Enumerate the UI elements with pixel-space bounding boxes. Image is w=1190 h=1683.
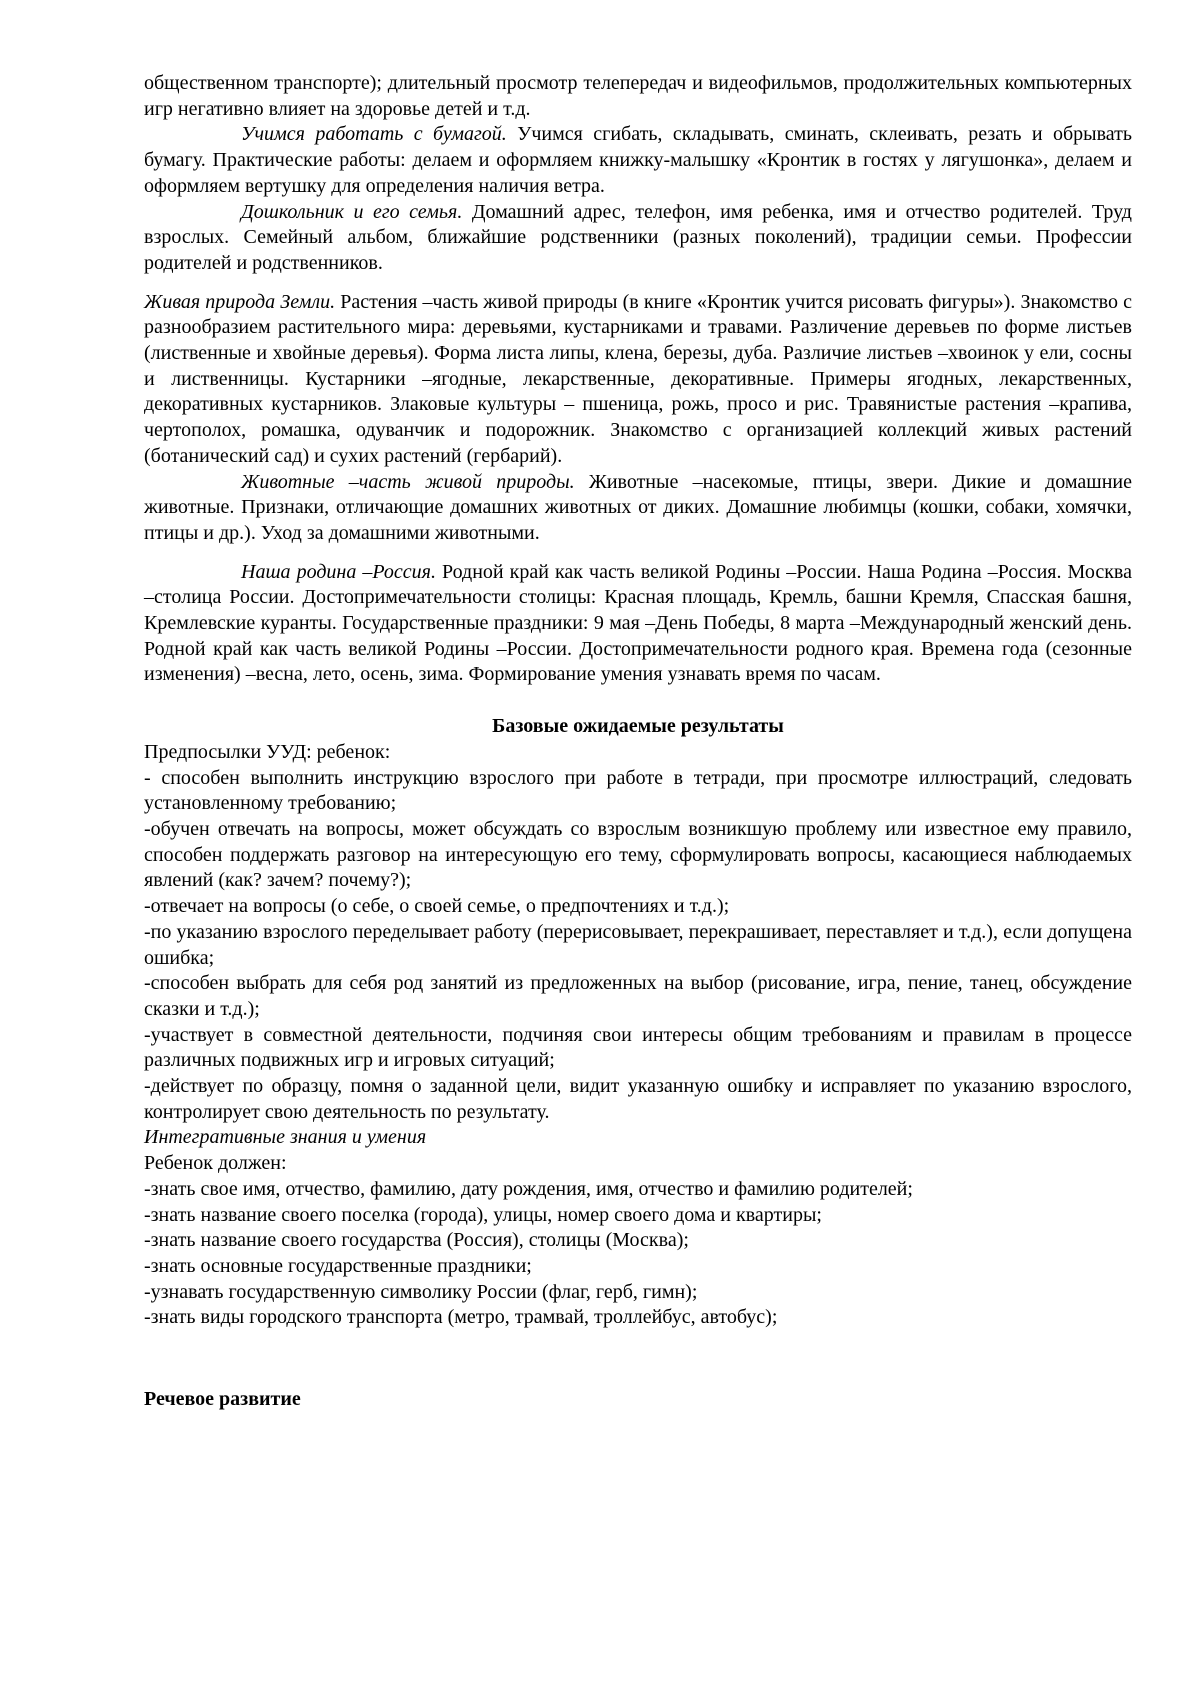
child-must-intro-line: Ребенок должен: <box>144 1152 287 1175</box>
paragraph-text: общественном транспорте); длительный просмотр телепередач и видеофильмов, продолжительных компьютерных игр негативно влияет на здоровье детей и т.д. <box>144 72 1132 120</box>
paragraph-text: Домашний адрес, телефон, имя ребенка, имя и отчество родителей. Труд взрослых. Семейный альбом, ближайшие родственники (разных поколений), традиции семьи. Профессии родителей и родственников. <box>144 200 1132 274</box>
uud-intro-line: Предпосылки УУД: ребенок: <box>144 740 391 763</box>
paragraph-lead: Наша родина –Россия. <box>241 560 436 583</box>
paragraph-homeland-russia <box>144 560 1132 689</box>
knowledge-item: -знать свое имя, отчество, фамилию, дату рождения, имя, отчество и фамилию родителей; <box>144 1177 913 1200</box>
uud-item: - способен выполнить инструкцию взрослого при работе в тетради, при просмотре иллюстраций, следовать установленному требованию; <box>144 766 1132 815</box>
paragraph-lead: Дошкольник и его семья. <box>241 200 463 223</box>
paragraph-living-nature <box>144 290 1132 470</box>
uud-item: -обучен отвечать на вопросы, может обсуждать со взрослым возникшую проблему или известное ему правило, способен поддержать разговор на интересующую его тему, сформулировать вопросы, касающиеся наблюдаемых явлений (как? зачем? почему?); <box>144 817 1132 892</box>
knowledge-item: -узнавать государственную символику России (флаг, герб, гимн); <box>144 1280 698 1303</box>
paragraph-lead: Животные –часть живой природы. <box>241 470 575 493</box>
section-heading-expected-results: Базовые ожидаемые результаты <box>492 715 784 738</box>
knowledge-item: -знать виды городского транспорта (метро, трамвай, троллейбус, автобус); <box>144 1306 778 1329</box>
paragraph-text: Учимся сгибать, складывать, сминать, склеивать, резать и обрывать бумагу. Практические работы: делаем и оформляем книжку-малышку «Кронтик в гостях у лягушонка», делаем и оформляем вертушку для определения наличия ветра. <box>144 123 1132 197</box>
uud-item: -по указанию взрослого переделывает работу (перерисовывает, перекрашивает, переставляет и т.д.), если допущена ошибка; <box>144 920 1132 969</box>
paragraph-preschooler-family <box>144 200 1132 277</box>
uud-item: -отвечает на вопросы (о себе, о своей семье, о предпочтениях и т.д.); <box>144 895 730 918</box>
paragraph-text: Растения –часть живой природы (в книге «Кронтик учится рисовать фигуры»). Знакомство с разнообразием растительного мира: деревьями, кустарниками и травами. Различение деревьев по форме листьев (лиственные и хвойные деревья). Форма листа липы, клена, березы, дуба. Различие листьев –хвоинок у ели, сосны и лиственницы. Кустарники –ягодные, лекарственные, декоративные. Примеры ягодных, лекарственных, декоративных кустарников. Злаковые культуры – пшеница, рожь, просо и рис. Травянистые растения –крапива, чертополох, ромашка, одуванчик и подорожник. Знакомство с организацией коллекций живых растений (ботанический сад) и сухих растений (гербарий). <box>144 290 1132 467</box>
paragraph-text: Животные –насекомые, птицы, звери. Дикие и домашние животные. Признаки, отличающие домашних животных от диких. Домашние любимцы (кошки, собаки, хомячки, птицы и др.). Уход за домашними животными. <box>144 470 1132 544</box>
knowledge-item: -знать название своего государства (Россия), столицы (Москва); <box>144 1229 689 1252</box>
paragraph-lead: Учимся работать с бумагой. <box>241 123 507 146</box>
paragraph-transport <box>144 71 1132 122</box>
paragraph-animals <box>144 470 1132 547</box>
integrative-skills-heading: Интегративные знания и умения <box>144 1126 427 1149</box>
uud-item: -участвует в совместной деятельности, подчиняя свои интересы общим требованиям и правилам в процессе различных подвижных игр и игровых ситуаций; <box>144 1023 1132 1072</box>
paragraph-lead: Живая природа Земли. <box>144 290 336 313</box>
uud-item: -действует по образцу, помня о заданной цели, видит указанную ошибку и исправляет по указанию взрослого, контролирует свою деятельность по результату. <box>144 1075 1132 1123</box>
paragraph-paper-work <box>144 122 1132 199</box>
speech-development-heading: Речевое развитие <box>144 1388 301 1411</box>
knowledge-item: -знать название своего поселка (города), улицы, номер своего дома и квартиры; <box>144 1203 822 1226</box>
paragraph-text: Родной край как часть великой Родины –России. Наша Родина –Россия. Москва –столица России. Достопримечательности столицы: Красная площадь, Кремль, башни Кремля, Спасская башня, Кремлевские куранты. Государственные праздники: 9 мая –День Победы, 8 марта –Международный женский день. Родной край как часть великой Родины –России. Достопримечательности родного края. Времена года (сезонные изменения) –весна, лето, осень, зима. Формирование умения узнавать время по часам. <box>144 560 1132 686</box>
knowledge-item: -знать основные государственные праздники; <box>144 1254 532 1277</box>
uud-item: -способен выбрать для себя род занятий из предложенных на выбор (рисование, игра, пение, танец, обсуждение сказки и т.д.); <box>144 972 1132 1020</box>
